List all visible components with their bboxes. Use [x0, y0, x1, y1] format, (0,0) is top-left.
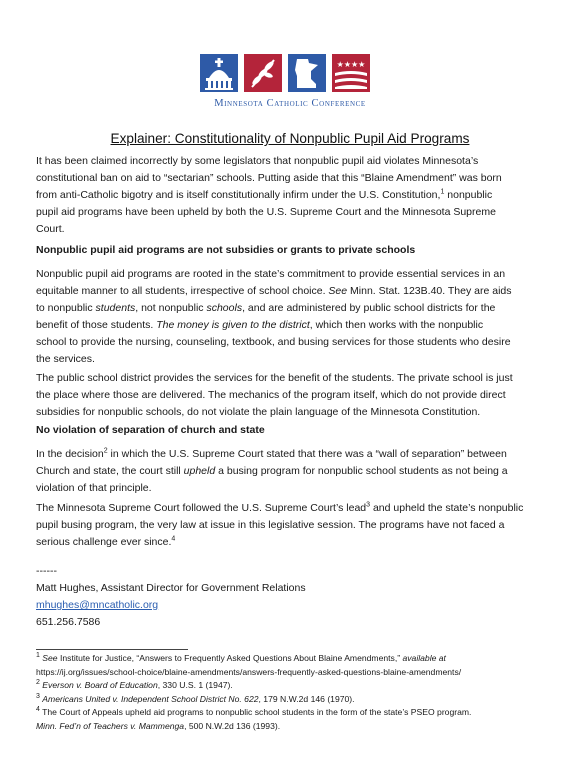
signature-phone: 651.256.7586 [36, 616, 101, 628]
text-line: school to provide the nursing, counseling, textbook, and busing services for those students who desire [36, 336, 511, 348]
flag-stars-icon [332, 54, 370, 92]
document-title: Explainer: Constitutionality of Nonpublic Pupil Aid Programs [110, 131, 470, 146]
footnote-3: $^3$ Americans United v. Independent School District No. 622, 179 N.W.2d 146 (1970). [36, 692, 355, 704]
text-line: pupil aid programs have been upheld by both the U.S. Supreme Court and the Minnesota Supreme [36, 206, 496, 218]
footnote-ref: 3 [366, 501, 371, 509]
text-line: serious challenge ever since.$^4$ [36, 535, 176, 548]
footnote-1-url: https://ij.org/issues/school-choice/blaine-amendments/answers-frequently-asked-questions-blaine-amendments/ [36, 666, 462, 677]
footnote-2: $^2$ Everson v. Board of Education, 330 U.S. 1 (1947). [36, 679, 233, 690]
footnote-ref: 1 [440, 188, 445, 196]
text-line: equitable manner to all students, irrespective of school choice. See Minn. Stat. 123B.40. They are aids [36, 285, 512, 297]
text-line: It has been claimed incorrectly by some legislators that nonpublic pupil aid violates Minnesota’s [36, 155, 479, 167]
text-line: The public school district provides the services for the benefit of the students. The private school is just [36, 372, 513, 384]
section-heading: Nonpublic pupil aid programs are not subsidies or grants to private schools [36, 244, 416, 256]
cathedral-dome-icon [200, 54, 238, 92]
text-line: Court. [36, 223, 65, 235]
intro-paragraph [36, 153, 550, 238]
organization-name: Minnesota Catholic Conference [214, 98, 366, 109]
footnote-ref: 4 [171, 535, 176, 543]
text-line: subsidies for nonpublic schools, do not violate the plain language of the Minnesota Constitution. [36, 406, 481, 418]
text-line: pupil busing program, the very law at issue in this legislative session. The programs have not faced a [36, 519, 505, 531]
svg-text:★★★★: ★★★★ [336, 60, 366, 69]
email-link[interactable]: mhughes@mncatholic.org [36, 599, 159, 611]
signature-block [36, 563, 550, 631]
text-line: from anti-Catholic bigotry and is itself constitutionally infirm under the U.S. Constitution,$^1$ nonpublic [36, 188, 493, 201]
minnesota-map-icon [288, 54, 326, 92]
signature-name: Matt Hughes, Assistant Director for Government Relations [36, 582, 306, 594]
logo-tiles [200, 54, 370, 96]
text-line: Church and state, the court still upheld a busing program for nonpublic school students as not being a [36, 465, 508, 477]
text-line: constitutional ban on aid to “sectarian” schools. Putting aside that this “Blaine Amendment” was born [36, 172, 502, 184]
footnote-ref: 2 [103, 447, 108, 455]
section-heading: No violation of separation of church and state [36, 424, 265, 436]
text-line: the services. [36, 353, 95, 365]
text-line: violation of that principle. [36, 482, 152, 494]
footnote-4: $^4$ The Court of Appeals upheld aid programs to nonpublic school students in the form of the state’s PSEO program. [36, 706, 472, 717]
text-line: The Minnesota Supreme Court followed the U.S. Supreme Court’s lead$^3$ and upheld the state’s nonpublic [36, 501, 524, 514]
wheat-leaf-icon [244, 54, 282, 92]
signature-divider: ------ [36, 565, 57, 577]
text-line: benefit of those students. The money is given to the district, which then works with the nonpublic [36, 319, 484, 331]
text-line: Nonpublic pupil aid programs are rooted in the state’s commitment to provide essential services in an [36, 268, 506, 280]
footnote-4-cont: Minn. Fed’n of Teachers v. Mammenga, 500 N.W.2d 136 (1993). [36, 720, 281, 731]
text-line: In the decision$^2$ in which the U.S. Supreme Court stated that there was a “wall of separation” between [36, 447, 507, 460]
footnote-separator [36, 649, 188, 650]
body-paragraph [36, 446, 550, 497]
footnotes [36, 652, 556, 733]
body-paragraph [36, 266, 550, 368]
text-line: the place where those are delivered. The mechanics of the program itself, which do not provide direct [36, 389, 506, 401]
footnote-1: $^1$ See Institute for Justice, “Answers to Frequently Asked Questions About Blaine Amendments,” available at [36, 652, 446, 663]
text-line: to nonpublic students, not nonpublic schools, and are administered by public school districts for the [36, 302, 496, 314]
body-paragraph [36, 370, 550, 421]
body-paragraph [36, 500, 550, 551]
